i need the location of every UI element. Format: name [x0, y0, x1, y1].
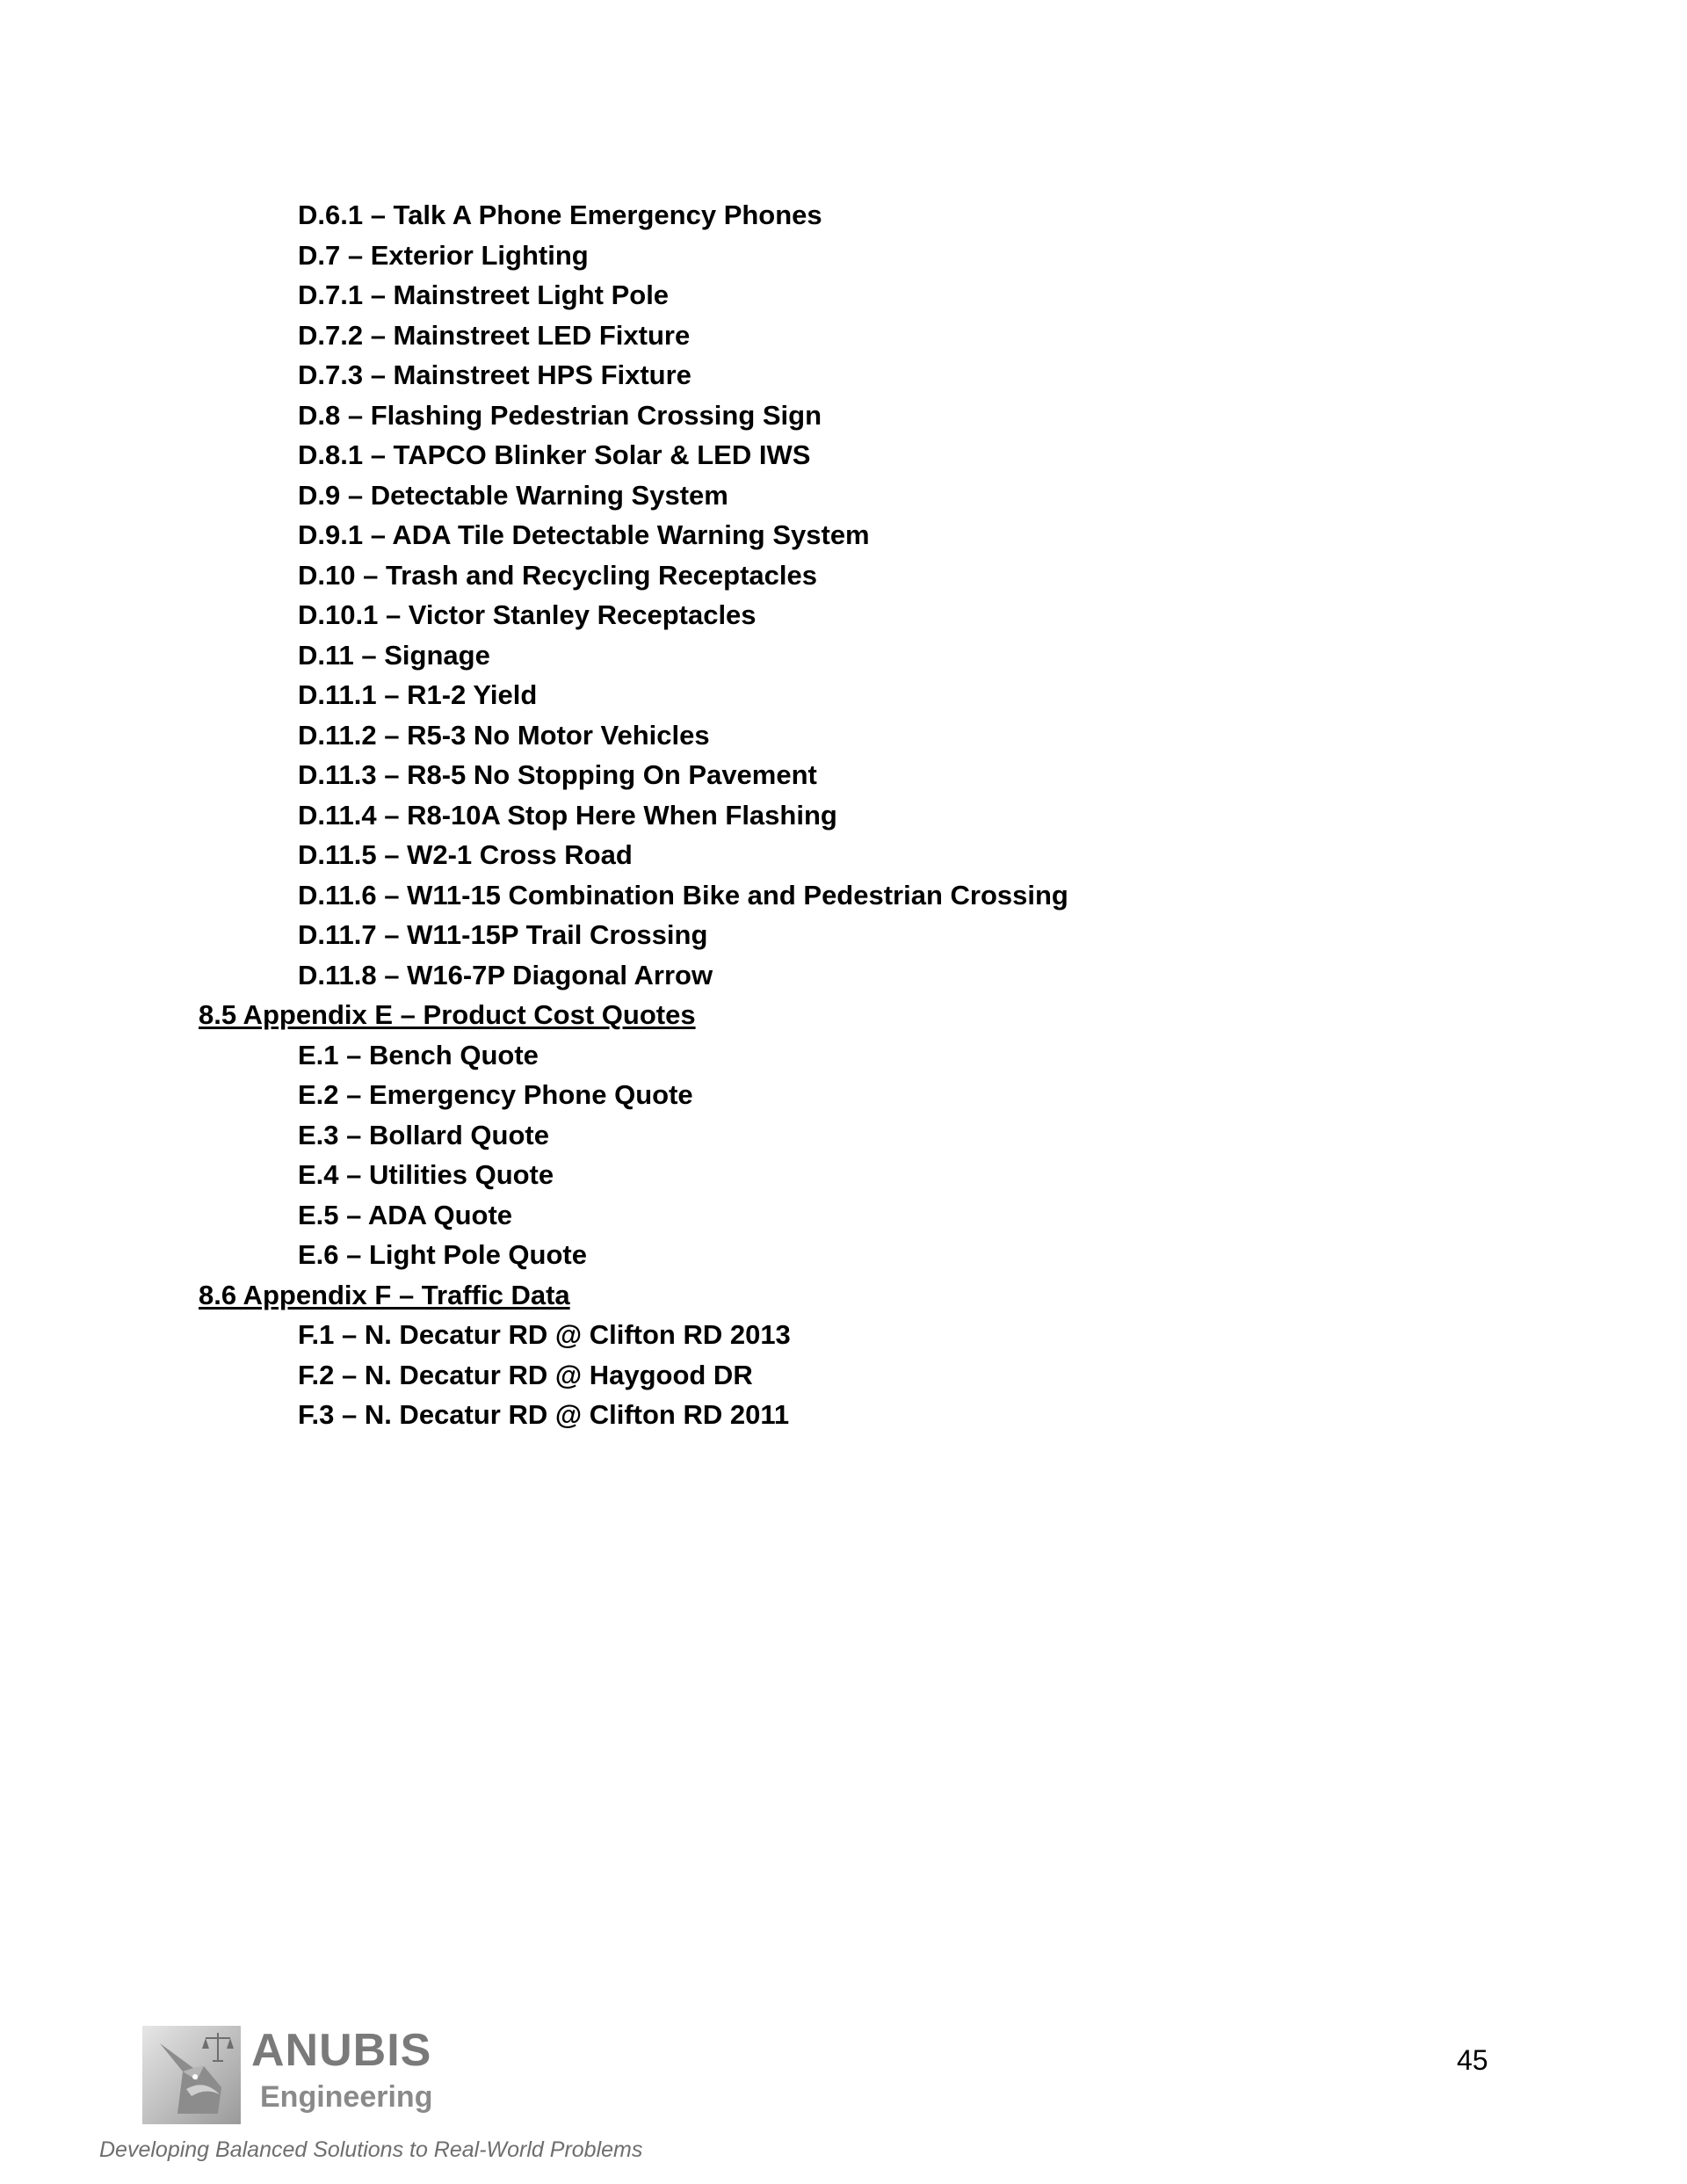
toc-entry: D.11.1 – R1-2 Yield — [298, 679, 538, 710]
toc-entry: D.11.7 – W11-15P Trail Crossing — [298, 919, 708, 950]
toc-entry: D.11.8 – W16-7P Diagonal Arrow — [298, 959, 713, 990]
toc-entry: D.7.3 – Mainstreet HPS Fixture — [298, 359, 691, 390]
toc-entry: D.11.3 – R8-5 No Stopping On Pavement — [298, 759, 817, 790]
logo-name: ANUBIS — [251, 2025, 432, 2076]
toc-entry: F.1 – N. Decatur RD @ Clifton RD 2013 — [298, 1319, 791, 1350]
toc-entry: D.6.1 – Talk A Phone Emergency Phones — [298, 200, 822, 230]
toc-entry: D.8 – Flashing Pedestrian Crossing Sign — [298, 399, 822, 431]
toc-entry: D.7.1 – Mainstreet Light Pole — [298, 279, 670, 310]
toc-entry: D.10 – Trash and Recycling Receptacles — [298, 559, 817, 591]
toc-section-heading: 8.6 Appendix F – Traffic Data — [199, 1279, 570, 1310]
toc-entry: E.5 – ADA Quote — [298, 1199, 513, 1230]
toc-entry: D.8.1 – TAPCO Blinker Solar & LED IWS — [298, 439, 811, 470]
toc-entry: F.3 – N. Decatur RD @ Clifton RD 2011 — [298, 1399, 790, 1430]
toc-entry: D.9 – Detectable Warning System — [298, 479, 728, 511]
toc-entry: D.11.5 – W2-1 Cross Road — [298, 839, 633, 870]
toc-section-heading: 8.5 Appendix E – Product Cost Quotes — [199, 999, 696, 1030]
toc-entry: E.6 – Light Pole Quote — [298, 1239, 587, 1270]
toc-entry: F.2 – N. Decatur RD @ Haygood DR — [298, 1359, 753, 1390]
toc-entry: E.1 – Bench Quote — [298, 1039, 539, 1070]
toc-entry: D.7 – Exterior Lighting — [298, 239, 589, 271]
footer-tagline: Developing Balanced Solutions to Real-World Problems — [99, 2137, 643, 2162]
page-number: 45 — [1457, 2044, 1488, 2076]
toc-entry: D.11.2 – R5-3 No Motor Vehicles — [298, 719, 710, 751]
toc-entry: D.11 – Signage — [298, 639, 490, 671]
toc-entry: E.2 – Emergency Phone Quote — [298, 1079, 693, 1110]
toc-entry: D.10.1 – Victor Stanley Receptacles — [298, 599, 757, 630]
toc-entry: D.11.4 – R8-10A Stop Here When Flashing — [298, 799, 837, 831]
toc-entry: D.9.1 – ADA Tile Detectable Warning System — [298, 519, 870, 550]
toc-entry: E.4 – Utilities Quote — [298, 1159, 554, 1190]
toc-entry: D.7.2 – Mainstreet LED Fixture — [298, 319, 691, 351]
logo-subtitle: Engineering — [260, 2080, 433, 2114]
anubis-scales-emblem-icon — [142, 2026, 241, 2124]
toc-entry: E.3 – Bollard Quote — [298, 1119, 549, 1150]
company-logo — [142, 2026, 432, 2130]
table-of-contents — [199, 195, 1517, 1435]
toc-entry: D.11.6 – W11-15 Combination Bike and Pedestrian Crossing — [298, 879, 1068, 911]
